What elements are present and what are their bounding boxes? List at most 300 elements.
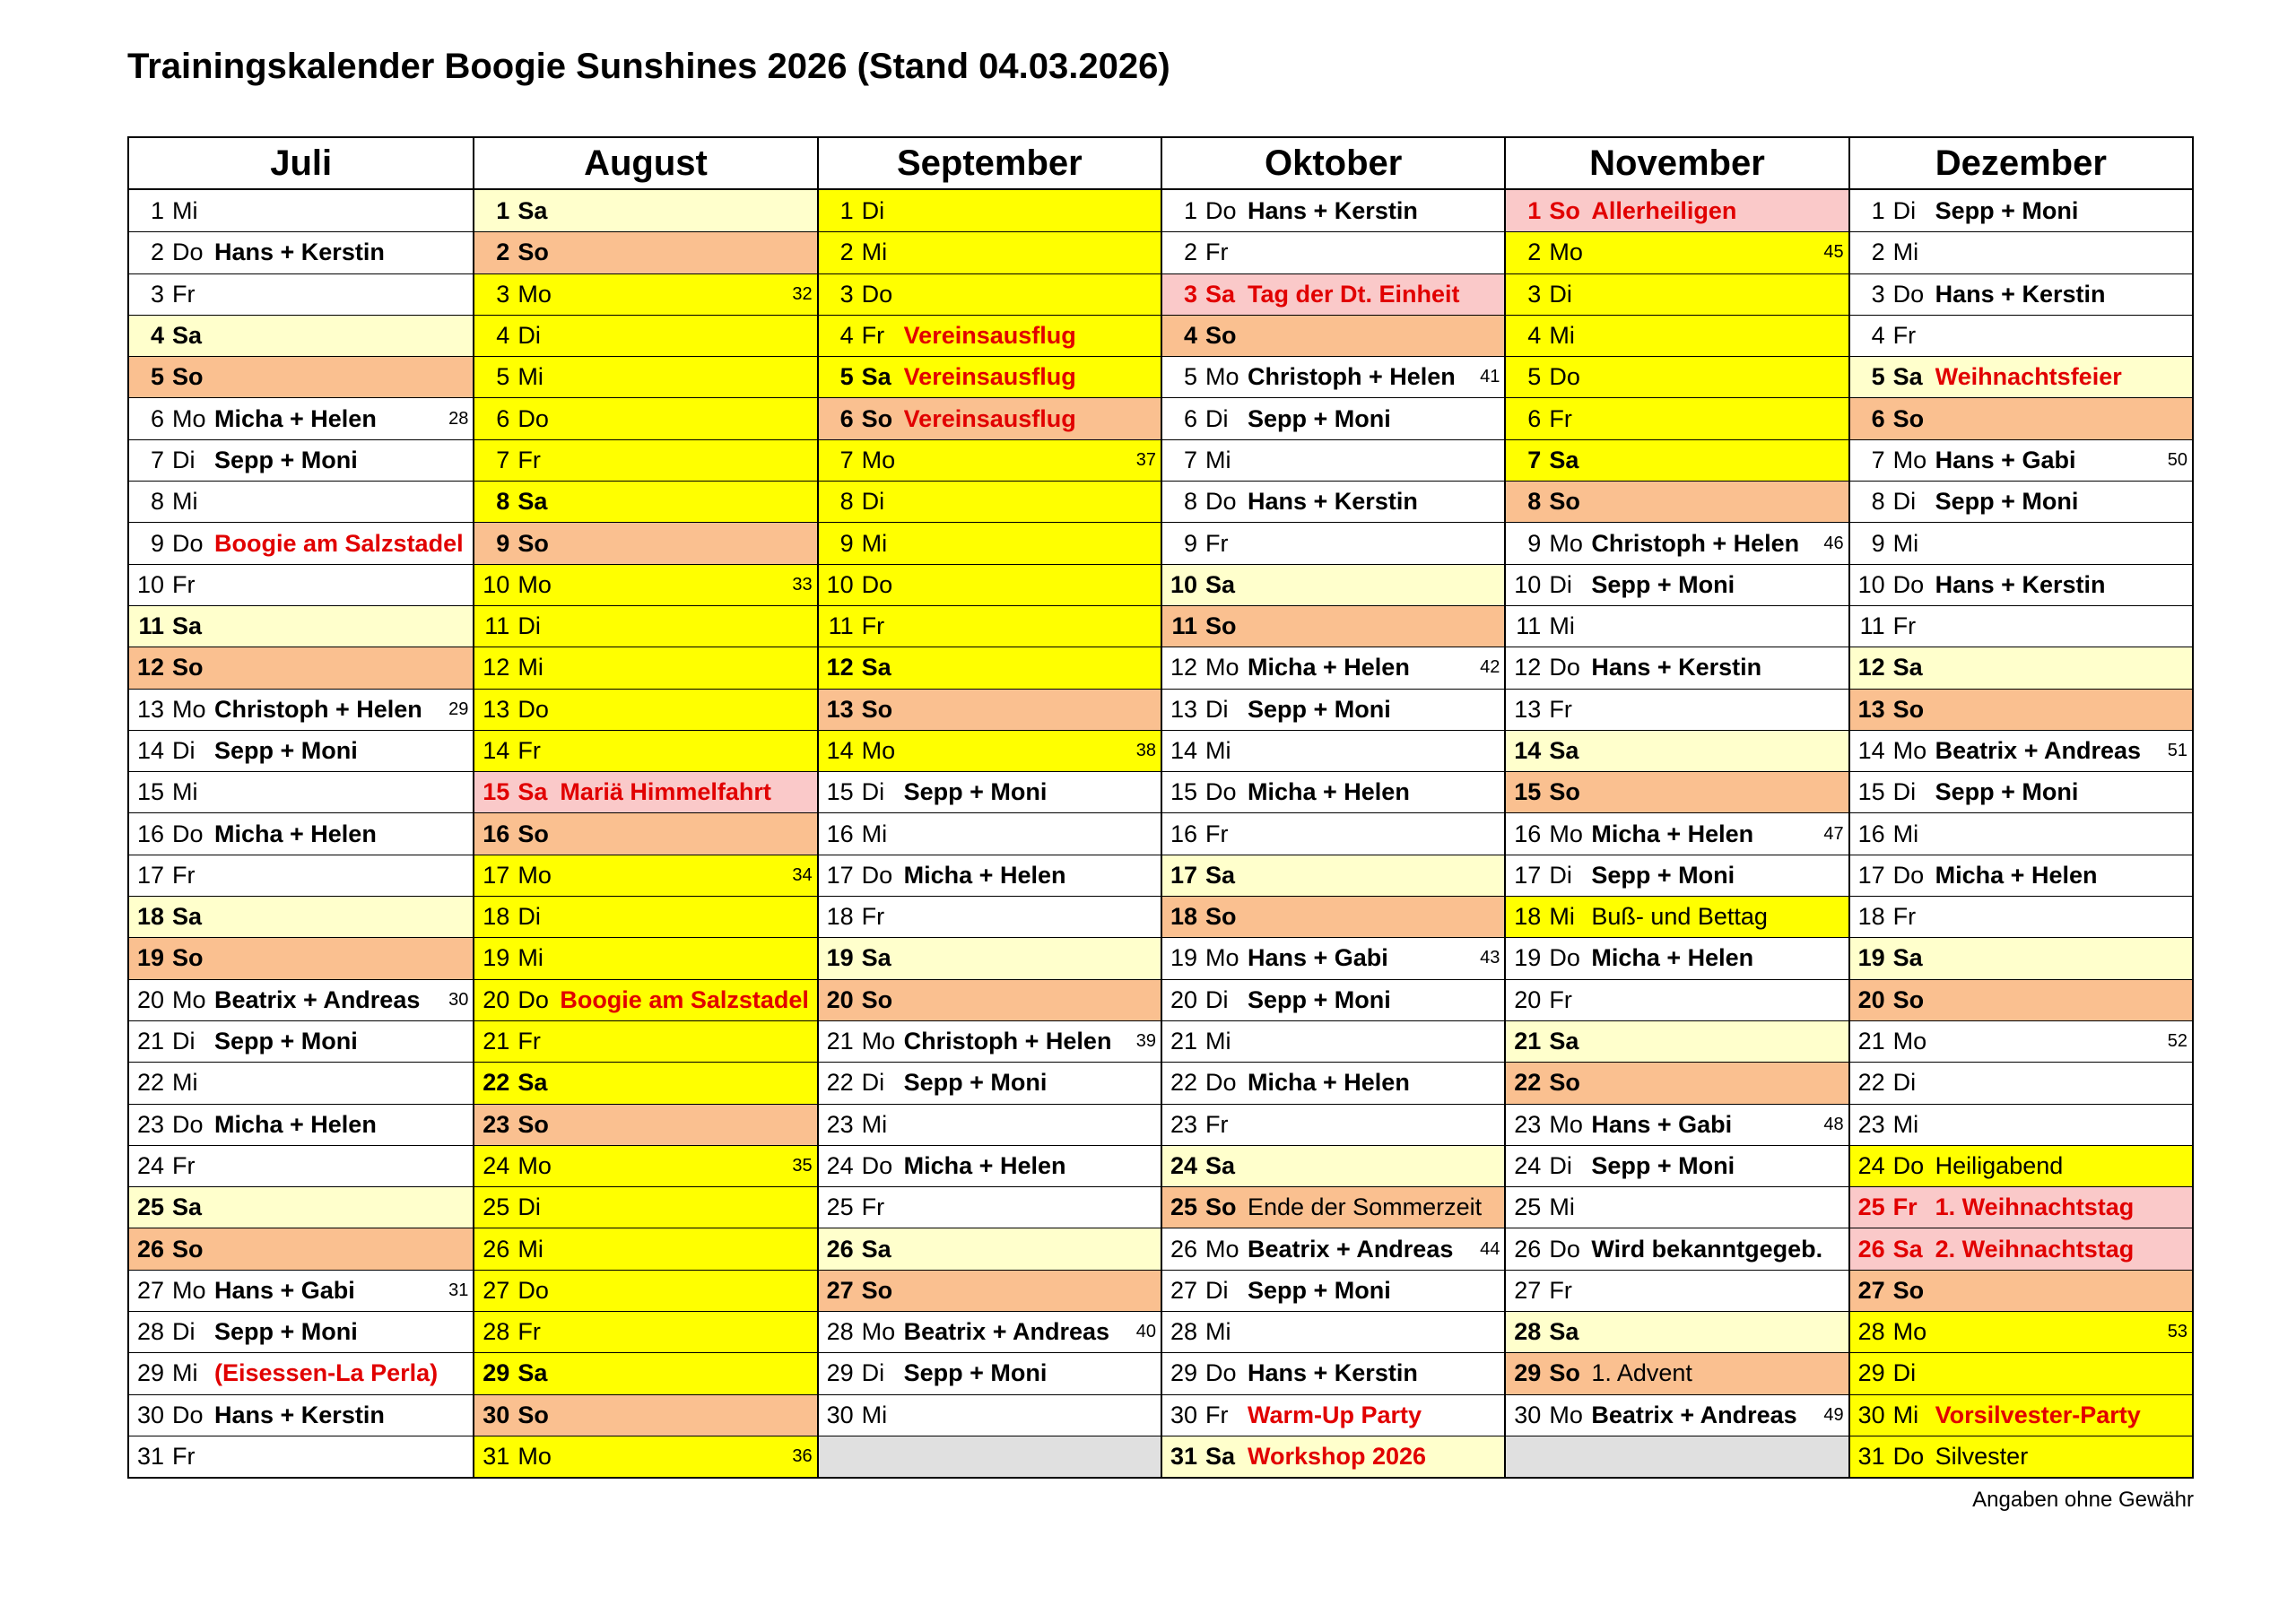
day-number: 23	[1170, 1110, 1197, 1138]
day-number: 9	[150, 529, 164, 557]
day-entry-label: Beatrix + Andreas	[903, 1318, 1110, 1346]
day-cell	[474, 1270, 816, 1311]
weekday-abbrev: Sa	[172, 612, 203, 640]
weekday-abbrev: Do	[1892, 1443, 1925, 1471]
weekday-abbrev: Mo	[172, 1276, 206, 1304]
day-number: 15	[136, 778, 164, 806]
day-entry-label: Allerheiligen	[1591, 196, 1737, 224]
day-number: 29	[136, 1359, 164, 1387]
day-number: 3	[1527, 280, 1542, 308]
weekday-abbrev: Di	[1549, 1151, 1572, 1179]
weekday-abbrev: Di	[172, 1318, 196, 1346]
day-number: 4	[839, 322, 854, 350]
weekday-abbrev: Mo	[1549, 239, 1583, 266]
day-number: 23	[1857, 1110, 1885, 1138]
week-number: 47	[1823, 823, 1844, 844]
weekday-abbrev: Mi	[1549, 612, 1575, 640]
day-number: 11	[828, 612, 854, 640]
day-number: 31	[1857, 1443, 1885, 1471]
weekday-abbrev: Fr	[1205, 820, 1229, 847]
disclaimer-note: Angaben ohne Gewähr	[1972, 1488, 2194, 1512]
weekday-abbrev: Di	[1205, 1276, 1229, 1304]
day-cell	[1506, 1311, 1848, 1352]
day-number: 30	[1170, 1401, 1197, 1428]
day-entry-label: Hans + Kerstin	[214, 1401, 385, 1428]
week-number: 51	[2167, 741, 2187, 760]
day-entry-label: Ende der Sommerzeit	[1248, 1193, 1483, 1221]
day-number: 23	[483, 1110, 510, 1138]
day-number: 17	[136, 861, 164, 889]
day-number: 14	[1514, 737, 1542, 764]
day-entry-label: Sepp + Moni	[903, 1069, 1048, 1097]
day-cell	[129, 231, 473, 273]
day-number: 6	[839, 404, 854, 432]
day-cell	[1850, 1228, 2192, 1269]
weekday-abbrev: Mo	[861, 1028, 896, 1055]
day-number: 29	[483, 1359, 510, 1387]
week-number: 31	[448, 1280, 469, 1300]
day-entry-label: Warm-Up Party	[1248, 1401, 1422, 1428]
day-cell	[129, 1270, 473, 1311]
day-cell	[819, 855, 1161, 896]
month-column	[473, 138, 816, 1477]
weekday-abbrev: Do	[1205, 196, 1237, 224]
day-entry-label: Hans + Kerstin	[1248, 196, 1418, 224]
day-number: 14	[1170, 737, 1197, 764]
day-cell	[474, 1062, 816, 1103]
day-cell	[474, 812, 816, 854]
day-entry-label: Heiligabend	[1935, 1151, 2064, 1179]
day-cell	[819, 1062, 1161, 1103]
week-number: 30	[448, 989, 469, 1010]
day-entry-label: 2. Weihnachtstag	[1935, 1235, 2135, 1263]
weekday-abbrev: Mi	[1205, 1028, 1231, 1055]
day-number: 31	[1170, 1443, 1197, 1471]
weekday-abbrev: Fr	[1549, 1276, 1572, 1304]
weekday-abbrev: Fr	[1549, 985, 1572, 1013]
weekday-abbrev: Sa	[172, 322, 203, 350]
weekday-abbrev: Di	[517, 903, 541, 931]
day-cell	[1850, 356, 2192, 397]
day-number: 24	[1514, 1151, 1542, 1179]
weekday-abbrev: Mi	[1892, 1110, 1919, 1138]
day-cell	[474, 979, 816, 1020]
weekday-abbrev: Mi	[1549, 322, 1575, 350]
day-cell	[129, 315, 473, 356]
day-number: 19	[483, 944, 510, 972]
weekday-abbrev: Fr	[517, 1318, 541, 1346]
day-cell	[819, 605, 1161, 647]
day-entry-label: Sepp + Moni	[1248, 1276, 1391, 1304]
day-number: 23	[136, 1110, 164, 1138]
day-cell	[1850, 564, 2192, 605]
weekday-abbrev: Do	[1892, 1151, 1925, 1179]
day-cell	[474, 1020, 816, 1062]
day-number: 19	[1170, 944, 1197, 972]
day-entry-label: Hans + Kerstin	[214, 239, 385, 266]
day-cell	[1162, 1436, 1504, 1477]
day-number: 21	[136, 1028, 164, 1055]
weekday-abbrev: Sa	[517, 778, 548, 806]
day-number: 9	[496, 529, 510, 557]
day-number: 12	[1857, 654, 1885, 681]
day-cell	[474, 1394, 816, 1436]
weekday-abbrev: Fr	[1892, 612, 1917, 640]
day-number: 7	[1871, 446, 1885, 473]
day-cell	[819, 564, 1161, 605]
weekday-abbrev: Mo	[172, 985, 206, 1013]
day-cell	[1850, 1311, 2192, 1352]
weekday-abbrev: Mo	[1205, 944, 1239, 972]
day-entry-label: 1. Weihnachtstag	[1935, 1193, 2135, 1221]
day-cell	[1162, 1104, 1504, 1145]
week-number: 32	[792, 283, 813, 304]
weekday-abbrev: Di	[517, 1193, 541, 1221]
day-number: 16	[483, 820, 510, 847]
weekday-abbrev: Do	[517, 695, 549, 723]
month-column	[129, 138, 473, 1477]
weekday-abbrev: Sa	[1205, 570, 1236, 598]
day-cell	[1506, 1145, 1848, 1186]
weekday-abbrev: So	[172, 1235, 204, 1263]
day-number: 8	[839, 488, 854, 516]
day-cell	[474, 522, 816, 563]
day-cell	[1850, 937, 2192, 978]
day-entry-label: Micha + Helen	[214, 1110, 377, 1138]
day-cell	[1162, 1228, 1504, 1269]
day-cell	[129, 771, 473, 812]
day-cell	[1162, 730, 1504, 771]
day-cell	[1506, 522, 1848, 563]
weekday-abbrev: Mo	[1549, 820, 1583, 847]
day-number: 10	[826, 570, 854, 598]
day-entry-label: Sepp + Moni	[214, 446, 358, 473]
weekday-abbrev: Mo	[517, 1151, 552, 1179]
day-number: 5	[1527, 363, 1542, 391]
weekday-abbrev: Mo	[1892, 1028, 1927, 1055]
day-number: 2	[496, 239, 510, 266]
day-cell	[1506, 1270, 1848, 1311]
day-number: 4	[1527, 322, 1542, 350]
day-entry-label: Micha + Helen	[1591, 820, 1754, 847]
weekday-abbrev: Fr	[861, 612, 885, 640]
weekday-abbrev: Di	[1205, 695, 1229, 723]
day-cell	[1506, 979, 1848, 1020]
day-number: 4	[1871, 322, 1885, 350]
weekday-abbrev: So	[861, 985, 893, 1013]
weekday-abbrev: Do	[861, 570, 893, 598]
day-number: 14	[136, 737, 164, 764]
week-number: 45	[1823, 242, 1844, 263]
day-cell	[474, 1104, 816, 1145]
day-cell	[129, 689, 473, 730]
weekday-abbrev: Do	[172, 529, 204, 557]
day-cell	[474, 1145, 816, 1186]
day-cell	[1162, 481, 1504, 522]
day-number: 20	[483, 985, 510, 1013]
weekday-abbrev: Mo	[1205, 654, 1239, 681]
day-number: 26	[1514, 1235, 1542, 1263]
day-cell	[129, 937, 473, 978]
weekday-abbrev: Di	[861, 1069, 885, 1097]
weekday-abbrev: Sa	[1549, 1318, 1579, 1346]
day-entry-label: Workshop 2026	[1248, 1443, 1427, 1471]
weekday-abbrev: Mi	[172, 778, 198, 806]
day-entry-label: Vereinsausflug	[903, 322, 1076, 350]
day-cell	[1850, 273, 2192, 315]
day-cell	[1162, 1394, 1504, 1436]
day-number: 13	[826, 695, 854, 723]
day-number: 3	[1871, 280, 1885, 308]
day-cell	[819, 1228, 1161, 1269]
day-cell	[1162, 937, 1504, 978]
day-number: 22	[1857, 1069, 1885, 1097]
weekday-abbrev: Do	[172, 1401, 204, 1428]
day-cell	[474, 730, 816, 771]
day-number: 27	[483, 1276, 510, 1304]
weekday-abbrev: Do	[1892, 280, 1925, 308]
day-cell	[1506, 1352, 1848, 1393]
day-cell	[1850, 1436, 2192, 1477]
day-cell	[1850, 315, 2192, 356]
weekday-abbrev: Fr	[1205, 529, 1229, 557]
week-number: 48	[1823, 1114, 1844, 1134]
day-number: 13	[1514, 695, 1542, 723]
weekday-abbrev: Mo	[517, 280, 552, 308]
day-cell	[1850, 1394, 2192, 1436]
weekday-abbrev: So	[861, 404, 893, 432]
day-cell	[1850, 481, 2192, 522]
day-number: 6	[496, 404, 510, 432]
weekday-abbrev: Do	[861, 1151, 893, 1179]
weekday-abbrev: Mo	[1892, 446, 1927, 473]
day-cell	[1162, 1020, 1504, 1062]
day-cell	[819, 397, 1161, 438]
day-cell	[474, 689, 816, 730]
weekday-abbrev: Mo	[172, 404, 206, 432]
month-column	[1161, 138, 1504, 1477]
weekday-abbrev: Mi	[1205, 737, 1231, 764]
day-entry-label: Beatrix + Andreas	[1248, 1235, 1454, 1263]
day-entry-label: Christoph + Helen	[1248, 363, 1456, 391]
weekday-abbrev: Di	[861, 1359, 885, 1387]
weekday-abbrev: Sa	[1549, 446, 1579, 473]
day-entry-label: Sepp + Moni	[1248, 404, 1391, 432]
day-number: 2	[1527, 239, 1542, 266]
weekday-abbrev: Mi	[1205, 1318, 1231, 1346]
day-cell	[1162, 1186, 1504, 1228]
day-number: 14	[483, 737, 510, 764]
weekday-abbrev: So	[1549, 778, 1580, 806]
weekday-abbrev: Mo	[1205, 363, 1239, 391]
weekday-abbrev: Sa	[172, 903, 203, 931]
day-cell	[1506, 315, 1848, 356]
day-number: 2	[1871, 239, 1885, 266]
day-cell	[819, 273, 1161, 315]
day-cell	[129, 812, 473, 854]
weekday-abbrev: Do	[861, 280, 893, 308]
day-cell	[1506, 1186, 1848, 1228]
day-number: 17	[483, 861, 510, 889]
day-cell	[819, 979, 1161, 1020]
day-number: 10	[1514, 570, 1542, 598]
weekday-abbrev: Do	[1205, 488, 1237, 516]
weekday-abbrev: Mi	[861, 1401, 888, 1428]
weekday-abbrev: Do	[861, 861, 893, 889]
day-entry-label: Wird bekanntgegeb.	[1591, 1235, 1823, 1263]
week-number: 40	[1135, 1322, 1156, 1342]
day-number: 22	[136, 1069, 164, 1097]
day-cell	[129, 190, 473, 231]
day-cell	[1506, 1394, 1848, 1436]
month-header: August	[474, 138, 816, 190]
day-cell	[129, 481, 473, 522]
weekday-abbrev: Fr	[1892, 1193, 1918, 1221]
day-entry-label: Christoph + Helen	[1591, 529, 1800, 557]
day-number: 13	[136, 695, 164, 723]
day-number: 10	[1857, 570, 1885, 598]
weekday-abbrev: Mo	[1549, 529, 1583, 557]
weekday-abbrev: Di	[1892, 1359, 1917, 1387]
day-number: 25	[1857, 1193, 1885, 1221]
day-number: 3	[1183, 280, 1197, 308]
weekday-abbrev: Fr	[172, 1443, 196, 1471]
week-number: 29	[448, 699, 469, 719]
weekday-abbrev: Di	[1892, 778, 1917, 806]
day-number: 18	[1170, 903, 1197, 931]
day-number: 16	[1170, 820, 1197, 847]
day-cell	[1506, 190, 1848, 231]
weekday-abbrev: Do	[172, 1110, 204, 1138]
day-cell	[819, 1020, 1161, 1062]
day-entry-label: Hans + Kerstin	[1248, 1359, 1418, 1387]
weekday-abbrev: Do	[1892, 861, 1925, 889]
day-number: 2	[1183, 239, 1197, 266]
day-entry-label: Tag der Dt. Einheit	[1248, 280, 1460, 308]
weekday-abbrev: Di	[1549, 861, 1572, 889]
day-number: 28	[1514, 1318, 1542, 1346]
weekday-abbrev: Do	[517, 985, 549, 1013]
week-number: 39	[1135, 1031, 1156, 1052]
day-number: 18	[826, 903, 854, 931]
day-cell	[819, 689, 1161, 730]
weekday-abbrev: Fr	[1205, 239, 1229, 266]
day-cell	[129, 397, 473, 438]
day-number: 15	[1857, 778, 1885, 806]
weekday-abbrev: So	[1205, 903, 1237, 931]
week-number: 43	[1480, 948, 1500, 968]
day-cell	[129, 1228, 473, 1269]
weekday-abbrev: Di	[172, 446, 196, 473]
day-number: 16	[1857, 820, 1885, 847]
weekday-abbrev: So	[1892, 404, 1925, 432]
day-cell	[474, 647, 816, 688]
day-cell	[1850, 689, 2192, 730]
day-cell	[819, 481, 1161, 522]
weekday-abbrev: Di	[517, 612, 541, 640]
week-number: 37	[1135, 449, 1156, 470]
weekday-abbrev: Do	[517, 404, 549, 432]
day-cell	[1162, 771, 1504, 812]
day-number: 11	[1516, 612, 1542, 640]
day-entry-label: Beatrix + Andreas	[214, 985, 421, 1013]
day-entry-label: Sepp + Moni	[1591, 1151, 1735, 1179]
weekday-abbrev: Fr	[861, 1193, 885, 1221]
day-cell	[129, 896, 473, 937]
weekday-abbrev: Di	[172, 737, 196, 764]
day-cell	[129, 730, 473, 771]
weekday-abbrev: Fr	[172, 861, 196, 889]
day-number: 15	[826, 778, 854, 806]
week-number: 28	[448, 408, 469, 429]
day-number: 18	[1514, 903, 1542, 931]
day-cell	[819, 812, 1161, 854]
day-cell	[1162, 605, 1504, 647]
week-number: 38	[1135, 741, 1156, 760]
day-cell	[1162, 812, 1504, 854]
day-number: 12	[826, 654, 854, 681]
day-cell	[1506, 730, 1848, 771]
day-cell	[1850, 855, 2192, 896]
day-number: 27	[1514, 1276, 1542, 1304]
weekday-abbrev: Do	[1549, 1235, 1580, 1263]
weekday-abbrev: Sa	[1549, 1028, 1579, 1055]
day-number: 9	[1183, 529, 1197, 557]
day-number: 3	[496, 280, 510, 308]
week-number: 53	[2167, 1322, 2187, 1342]
day-cell	[129, 564, 473, 605]
day-number: 19	[1857, 944, 1885, 972]
day-number: 24	[1170, 1151, 1197, 1179]
day-entry-label: Christoph + Helen	[214, 695, 422, 723]
day-cell	[1850, 1145, 2192, 1186]
day-cell	[129, 1186, 473, 1228]
weekday-abbrev: Di	[172, 1028, 196, 1055]
day-cell	[1506, 564, 1848, 605]
day-number: 18	[483, 903, 510, 931]
day-number: 12	[136, 654, 164, 681]
day-number: 22	[1170, 1069, 1197, 1097]
weekday-abbrev: Mi	[861, 820, 888, 847]
day-cell	[474, 356, 816, 397]
day-cell	[1506, 605, 1848, 647]
day-number: 24	[136, 1151, 164, 1179]
weekday-abbrev: Mo	[1549, 1401, 1583, 1428]
day-number: 9	[1871, 529, 1885, 557]
day-cell	[474, 855, 816, 896]
day-cell	[474, 231, 816, 273]
day-cell	[1850, 231, 2192, 273]
day-cell	[1506, 439, 1848, 481]
day-cell	[819, 439, 1161, 481]
day-cell	[474, 1311, 816, 1352]
day-number: 16	[826, 820, 854, 847]
weekday-abbrev: Di	[517, 322, 541, 350]
day-number: 2	[839, 239, 854, 266]
day-cell	[129, 979, 473, 1020]
weekday-abbrev: So	[517, 820, 549, 847]
day-entry-label: Hans + Kerstin	[1935, 280, 2106, 308]
weekday-abbrev: Sa	[517, 488, 548, 516]
weekday-abbrev: Do	[1892, 570, 1925, 598]
day-number: 28	[1857, 1318, 1885, 1346]
day-cell	[819, 190, 1161, 231]
day-number: 28	[136, 1318, 164, 1346]
day-cell	[1162, 273, 1504, 315]
day-cell	[474, 439, 816, 481]
day-number: 29	[1514, 1359, 1542, 1387]
day-entry-label: Micha + Helen	[1591, 944, 1754, 972]
